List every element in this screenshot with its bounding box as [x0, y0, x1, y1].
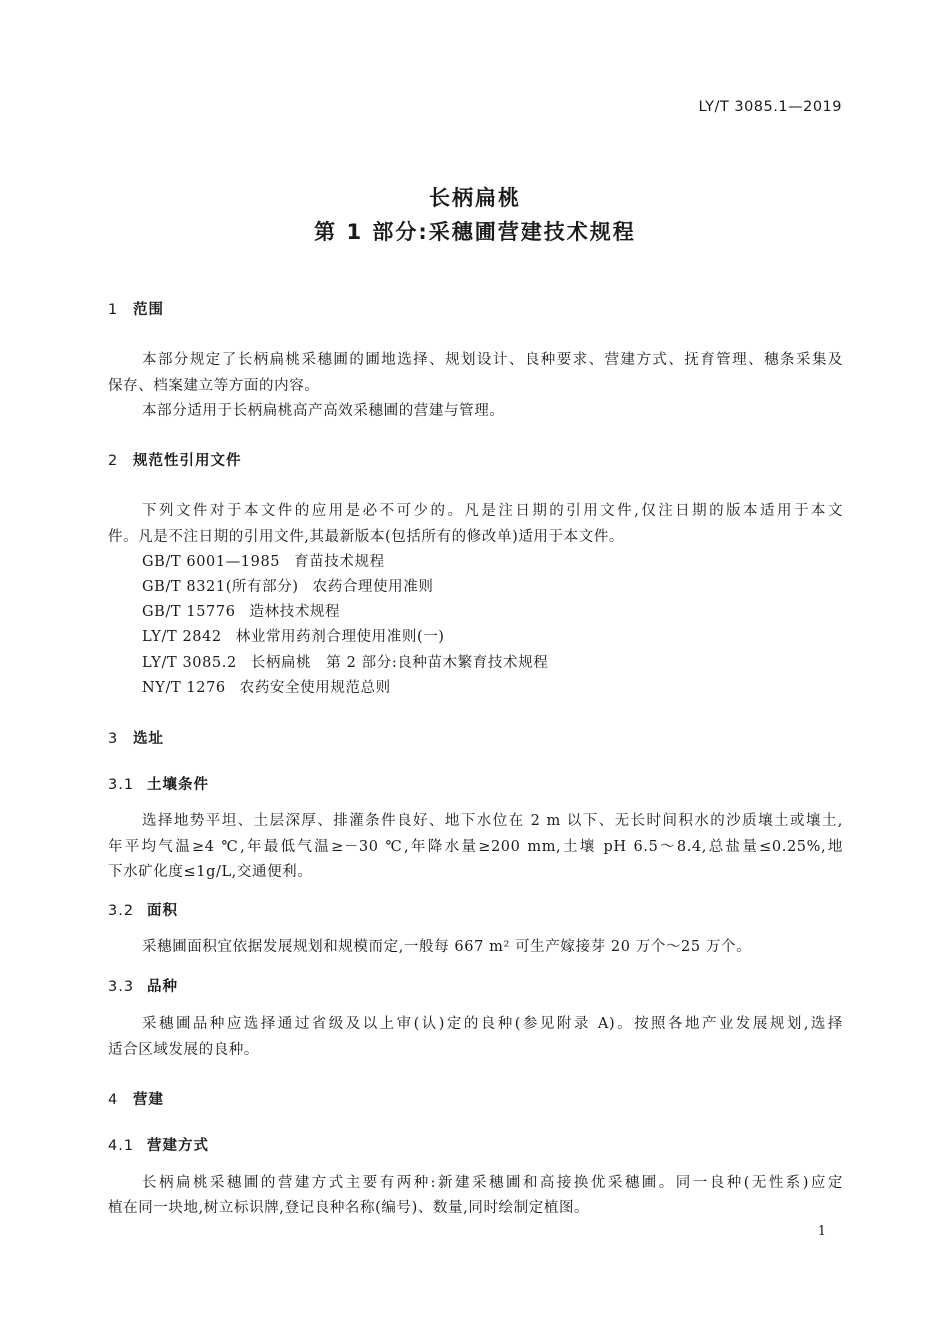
reference-code: NY/T 1276 [142, 680, 226, 696]
paragraph-line: 本部分规定了长柄扁桃采穗圃的圃地选择、规划设计、良种要求、营建方式、抚育管理、穗条采集及 [142, 352, 843, 368]
paragraph-line: 选择地势平坦、土层深厚、排灌条件良好、地下水位在 2 m 以下、无长时间积水的沙质壤土或壤土, [142, 813, 843, 829]
section-heading-1 [108, 298, 164, 319]
document-subtitle: 第 1 部分:采穗圃营建技术规程 [314, 220, 636, 244]
document-title: 长柄扁桃 [429, 186, 521, 210]
reference-item [142, 676, 391, 697]
reference-name: 造林技术规程 [249, 604, 341, 620]
reference-code: LY/T 3085.2 [142, 655, 237, 671]
section-title: 范围 [133, 302, 164, 318]
section-heading-4 [108, 1088, 164, 1109]
subsection-title: 面积 [147, 903, 178, 919]
reference-item [142, 600, 340, 621]
section-title: 规范性引用文件 [133, 453, 242, 469]
section-title: 营建 [133, 1092, 164, 1108]
paragraph-line: 下列文件对于本文件的应用是必不可少的。凡是注日期的引用文件,仅注日期的版本适用于本文 [142, 503, 843, 519]
paragraph-line: 植在同一块地,树立标识牌,登记良种名称(编号)、数量,同时绘制定植图。 [108, 1200, 590, 1216]
paragraph-line: 本部分适用于长柄扁桃高产高效采穗圃的营建与管理。 [142, 403, 505, 419]
section-number: 1 [108, 302, 119, 318]
subsection-heading-3-2 [108, 899, 178, 920]
section-heading-3 [108, 727, 164, 748]
paragraph-line: 适合区域发展的良种。 [108, 1042, 259, 1058]
subsection-title: 土壤条件 [147, 777, 209, 793]
subsection-heading-4-1 [108, 1134, 209, 1155]
paragraph-line: 保存、档案建立等方面的内容。 [108, 378, 320, 394]
subsection-number: 4.1 [108, 1138, 135, 1154]
section-number: 3 [108, 731, 119, 747]
document-code: LY/T 3085.1—2019 [698, 99, 842, 115]
subsection-number: 3.2 [108, 903, 135, 919]
paragraph-line: 长柄扁桃采穗圃的营建方式主要有两种:新建采穗圃和高接换优采穗圃。同一良种(无性系)应定 [142, 1175, 843, 1191]
reference-code: LY/T 2842 [142, 629, 222, 645]
section-title: 选址 [133, 731, 164, 747]
page-number: 1 [817, 1224, 826, 1239]
reference-item [142, 625, 445, 646]
paragraph-line: 采穗圃品种应选择通过省级及以上审(认)定的良种(参见附录 A)。按照各地产业发展规划,选择 [142, 1016, 843, 1032]
reference-code: GB/T 6001—1985 [142, 554, 281, 570]
paragraph-line: 下水矿化度≤1g/L,交通便利。 [108, 864, 313, 880]
reference-name: 林业常用药剂合理使用准则(一) [235, 629, 445, 645]
reference-item [142, 575, 433, 596]
subsection-title: 营建方式 [147, 1138, 209, 1154]
subsection-number: 3.1 [108, 777, 135, 793]
reference-item [142, 550, 385, 571]
reference-item [142, 651, 548, 672]
paragraph-line: 采穗圃面积宜依据发展规划和规模而定,一般每 667 m² 可生产嫁接芽 20 万个～25 万个。 [142, 939, 752, 955]
reference-name: 农药安全使用规范总则 [239, 680, 391, 696]
subsection-heading-3-3 [108, 975, 178, 996]
paragraph-line: 件。凡是不注日期的引用文件,其最新版本(包括所有的修改单)适用于本文件。 [108, 529, 625, 545]
reference-code: GB/T 15776 [142, 604, 236, 620]
reference-name: 长柄扁桃 第 2 部分:良种苗木繁育技术规程 [250, 655, 549, 671]
reference-name: 农药合理使用准则 [312, 579, 434, 595]
subsection-number: 3.3 [108, 979, 135, 995]
section-heading-2 [108, 449, 242, 470]
subsection-title: 品种 [147, 979, 178, 995]
section-number: 4 [108, 1092, 119, 1108]
subsection-heading-3-1 [108, 773, 209, 794]
section-number: 2 [108, 453, 119, 469]
paragraph-line: 年平均气温≥4 ℃,年最低气温≥－30 ℃,年降水量≥200 mm,土壤 pH 6.5～8.4,总盐量≤0.25%,地 [108, 839, 843, 855]
reference-code: GB/T 8321(所有部分) [142, 579, 299, 595]
reference-name: 育苗技术规程 [294, 554, 385, 570]
